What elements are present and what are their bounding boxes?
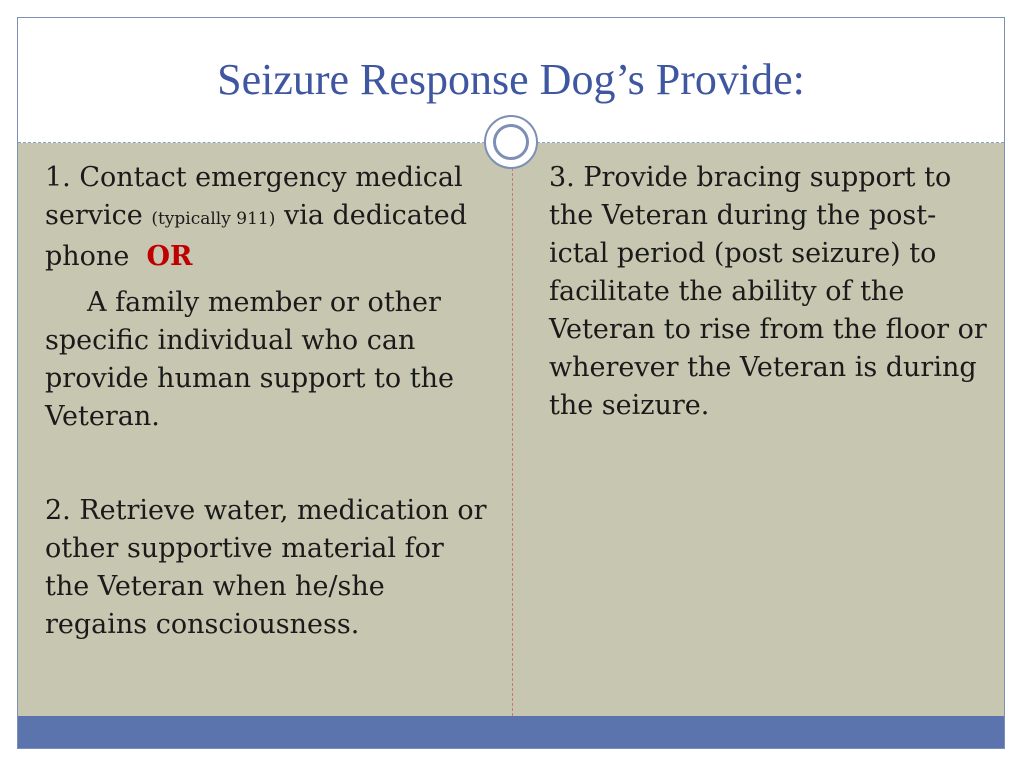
item-1-text: 1. Contact emergency medical service — [45, 162, 463, 231]
item-1-tail: via dedicated phone — [45, 200, 468, 272]
item-3: 3. Provide bracing support to the Veteran during the post-ictal period (post seizure) to facilitate the ability of the Veteran to rise from the floor or wherever the Veteran is during the seizure. — [549, 162, 987, 421]
item-1-note: (typically 911) — [151, 209, 276, 229]
or-emphasis: OR — [146, 241, 193, 272]
item-2: 2. Retrieve water, medication or other supportive material for the Veteran when he/she regains consciousness. — [45, 495, 487, 640]
item-1-subparagraph: A family member or other specific individual who can provide human support to the Veteran. — [45, 287, 454, 432]
column-divider — [512, 143, 513, 716]
slide-frame — [17, 17, 1005, 749]
footer-bar — [18, 716, 1004, 748]
slide-title: Seizure Response Dog’s Provide: — [217, 55, 805, 104]
circle-ornament-inner — [493, 124, 529, 160]
item-1 — [45, 159, 490, 276]
left-column — [45, 159, 490, 644]
content-area — [18, 143, 1004, 716]
right-column — [549, 159, 989, 425]
circle-ornament-icon — [484, 115, 538, 169]
